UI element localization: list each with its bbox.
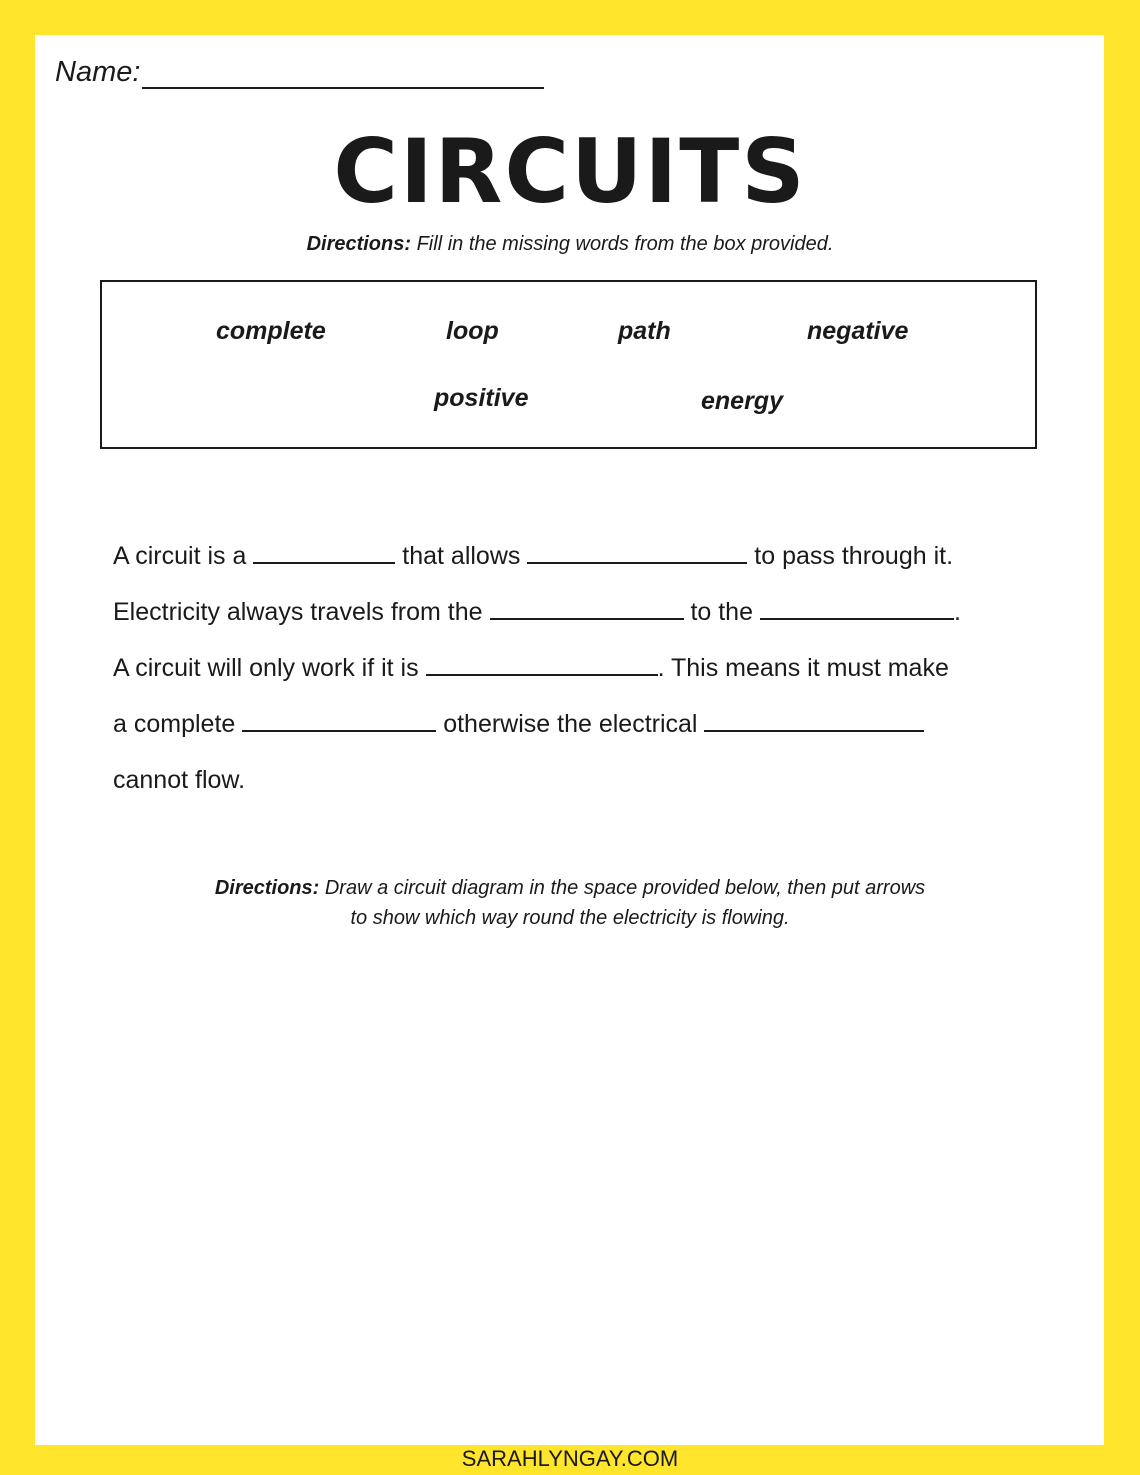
paragraph-line <box>113 586 961 642</box>
name-label: Name: <box>55 56 141 88</box>
paragraph-line <box>113 698 961 754</box>
answer-blank[interactable] <box>253 536 395 564</box>
answer-blank[interactable] <box>242 704 436 732</box>
text-segment: otherwise the electrical <box>436 710 705 738</box>
footer-website: SARAHLYNGAY.COM <box>461 1446 679 1471</box>
word-bank-item: loop <box>446 317 499 345</box>
word-bank-item: path <box>618 317 671 345</box>
answer-blank[interactable] <box>490 592 684 620</box>
paragraph-line <box>113 642 961 698</box>
name-input-line[interactable] <box>142 55 544 89</box>
paragraph-line <box>113 754 961 810</box>
name-row <box>55 55 544 89</box>
text-segment: Electricity always travels from the <box>113 598 490 626</box>
word-bank-box <box>100 280 1037 449</box>
word-bank-item: energy <box>701 387 783 415</box>
text-segment: that allows <box>395 542 528 570</box>
text-segment: A circuit is a <box>113 542 254 570</box>
directions-fill-in <box>0 229 1140 259</box>
directions-label: Directions: <box>306 233 412 255</box>
text-segment: to pass through it. <box>747 542 954 570</box>
answer-blank[interactable] <box>704 704 924 732</box>
answer-blank[interactable] <box>527 536 747 564</box>
directions-text: Fill in the missing words from the box provided. <box>411 233 834 255</box>
answer-blank[interactable] <box>760 592 954 620</box>
word-bank-item: negative <box>807 317 909 345</box>
word-bank-item: complete <box>216 317 326 345</box>
page-title: CIRCUITS <box>333 120 807 223</box>
text-segment: cannot flow. <box>113 766 246 794</box>
answer-blank[interactable] <box>426 648 658 676</box>
directions-draw-diagram <box>0 873 1140 933</box>
text-segment: . This means it must make <box>657 654 949 682</box>
fill-in-paragraph <box>113 530 961 810</box>
directions-text-continued: to show which way round the electricity is flowing. <box>350 907 790 929</box>
directions-text: Draw a circuit diagram in the space provided below, then put arrows <box>319 877 926 899</box>
text-segment: a complete <box>113 710 243 738</box>
text-segment: to the <box>683 598 760 626</box>
text-segment: . <box>953 598 961 626</box>
word-bank-item: positive <box>434 384 529 412</box>
paragraph-line <box>113 530 961 586</box>
text-segment: A circuit will only work if it is <box>113 654 426 682</box>
directions-label: Directions: <box>214 877 320 899</box>
